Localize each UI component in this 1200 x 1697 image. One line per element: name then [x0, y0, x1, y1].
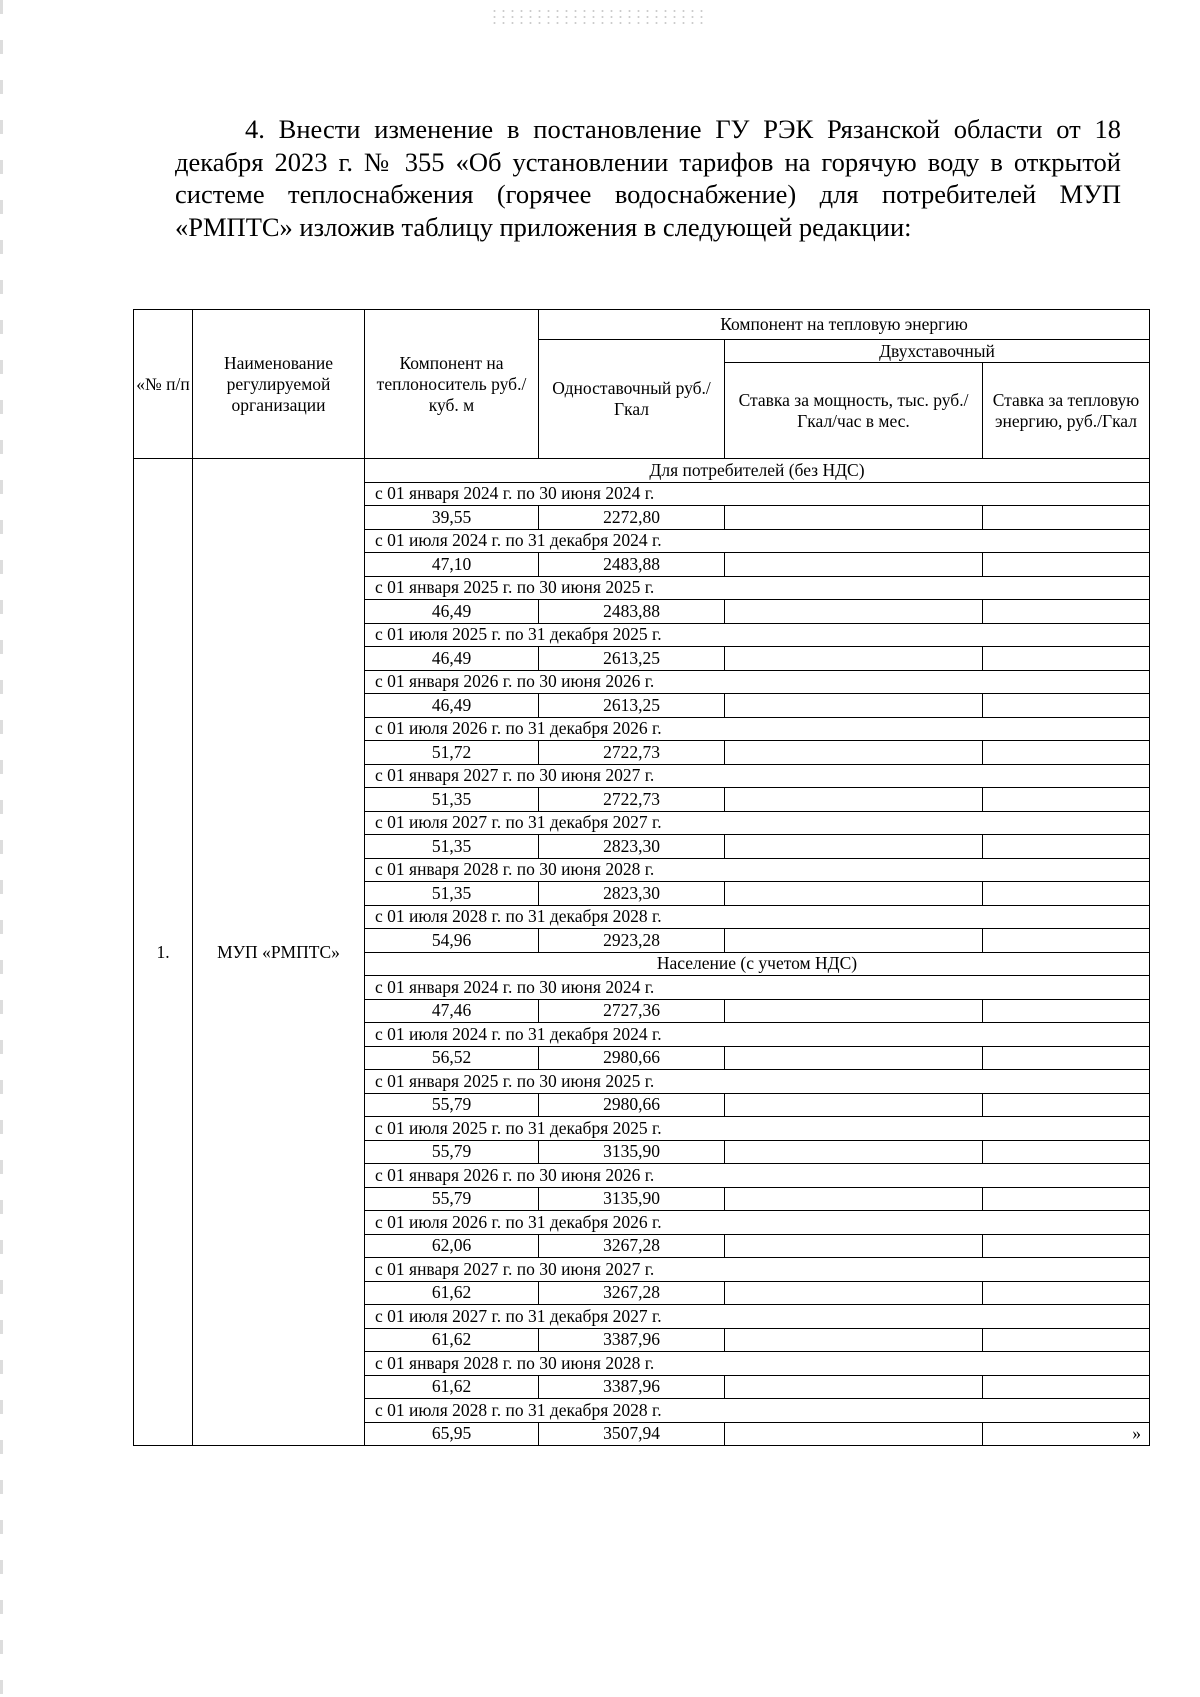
scan-noise [490, 8, 705, 28]
carrier-value: 54,96 [365, 929, 539, 953]
energy-rate-value [983, 694, 1150, 718]
single-rate-value: 3135,90 [539, 1140, 725, 1164]
energy-rate-value [983, 1187, 1150, 1211]
period-label: с 01 июля 2025 г. по 31 декабря 2025 г. [365, 1117, 1150, 1141]
carrier-value: 56,52 [365, 1046, 539, 1070]
tariff-table-body [134, 459, 1150, 1446]
energy-rate-value [983, 835, 1150, 859]
period-label: с 01 января 2024 г. по 30 июня 2024 г. [365, 976, 1150, 1000]
single-rate-value: 3387,96 [539, 1375, 725, 1399]
single-rate-value: 2980,66 [539, 1093, 725, 1117]
energy-rate-value [983, 882, 1150, 906]
single-rate-value: 3267,28 [539, 1281, 725, 1305]
period-label: с 01 января 2028 г. по 30 июня 2028 г. [365, 1352, 1150, 1376]
energy-rate-value [983, 741, 1150, 765]
energy-rate-value [983, 1234, 1150, 1258]
carrier-value: 46,49 [365, 694, 539, 718]
capacity-rate-value [725, 1140, 983, 1164]
period-label: с 01 января 2027 г. по 30 июня 2027 г. [365, 764, 1150, 788]
period-label: с 01 января 2026 г. по 30 июня 2026 г. [365, 1164, 1150, 1188]
energy-rate-value [983, 1093, 1150, 1117]
capacity-rate-value [725, 929, 983, 953]
single-rate-value: 2923,28 [539, 929, 725, 953]
capacity-rate-value [725, 600, 983, 624]
header-energy-rate: Ставка за тепловую энергию, руб./Гкал [983, 363, 1150, 459]
period-label: с 01 января 2024 г. по 30 июня 2024 г. [365, 482, 1150, 506]
header-organization: Наименование регулируемой организации [193, 310, 365, 459]
row-number: 1. [134, 459, 193, 1446]
carrier-value: 65,95 [365, 1422, 539, 1446]
energy-rate-value [983, 788, 1150, 812]
capacity-rate-value [725, 882, 983, 906]
single-rate-value: 2483,88 [539, 553, 725, 577]
period-label: с 01 июля 2027 г. по 31 декабря 2027 г. [365, 1305, 1150, 1329]
carrier-value: 51,35 [365, 882, 539, 906]
tariff-table [133, 309, 1150, 1446]
period-label: с 01 июля 2024 г. по 31 декабря 2024 г. [365, 529, 1150, 553]
single-rate-value: 3267,28 [539, 1234, 725, 1258]
single-rate-value: 3387,96 [539, 1328, 725, 1352]
carrier-value: 46,49 [365, 647, 539, 671]
period-label: с 01 января 2026 г. по 30 июня 2026 г. [365, 670, 1150, 694]
carrier-value: 62,06 [365, 1234, 539, 1258]
energy-rate-value [983, 1281, 1150, 1305]
single-rate-value: 2980,66 [539, 1046, 725, 1070]
period-label: с 01 июля 2026 г. по 31 декабря 2026 г. [365, 1211, 1150, 1235]
carrier-value: 39,55 [365, 506, 539, 530]
section-title: Для потребителей (без НДС) [365, 459, 1150, 483]
single-rate-value: 3135,90 [539, 1187, 725, 1211]
carrier-value: 46,49 [365, 600, 539, 624]
energy-rate-value [983, 929, 1150, 953]
single-rate-value: 2823,30 [539, 882, 725, 906]
capacity-rate-value [725, 1046, 983, 1070]
single-rate-value: 2272,80 [539, 506, 725, 530]
period-label: с 01 июля 2027 г. по 31 декабря 2027 г. [365, 811, 1150, 835]
carrier-value: 55,79 [365, 1140, 539, 1164]
period-label: с 01 июля 2025 г. по 31 декабря 2025 г. [365, 623, 1150, 647]
capacity-rate-value [725, 1281, 983, 1305]
capacity-rate-value [725, 506, 983, 530]
capacity-rate-value [725, 647, 983, 671]
single-rate-value: 2483,88 [539, 600, 725, 624]
energy-rate-value [983, 1328, 1150, 1352]
closing-quote: » [983, 1422, 1150, 1446]
carrier-value: 55,79 [365, 1093, 539, 1117]
single-rate-value: 2722,73 [539, 788, 725, 812]
header-single-rate: Одноставочный руб./Гкал [539, 340, 725, 459]
energy-rate-value [983, 1375, 1150, 1399]
period-label: с 01 января 2027 г. по 30 июня 2027 г. [365, 1258, 1150, 1282]
header-carrier-component: Компонент на теплоноситель руб./куб. м [365, 310, 539, 459]
single-rate-value: 2613,25 [539, 647, 725, 671]
header-capacity-rate: Ставка за мощность, тыс. руб./Гкал/час в мес. [725, 363, 983, 459]
energy-rate-value [983, 1046, 1150, 1070]
header-number: «№ п/п [134, 310, 193, 459]
capacity-rate-value [725, 1093, 983, 1117]
energy-rate-value [983, 1140, 1150, 1164]
carrier-value: 55,79 [365, 1187, 539, 1211]
energy-rate-value [983, 647, 1150, 671]
period-label: с 01 января 2028 г. по 30 июня 2028 г. [365, 858, 1150, 882]
capacity-rate-value [725, 835, 983, 859]
period-label: с 01 января 2025 г. по 30 июня 2025 г. [365, 1070, 1150, 1094]
single-rate-value: 3507,94 [539, 1422, 725, 1446]
scan-edge [0, 0, 3, 1697]
single-rate-value: 2722,73 [539, 741, 725, 765]
carrier-value: 61,62 [365, 1281, 539, 1305]
carrier-value: 61,62 [365, 1328, 539, 1352]
period-label: с 01 июля 2024 г. по 31 декабря 2024 г. [365, 1023, 1150, 1047]
header-heat-component: Компонент на тепловую энергию [539, 310, 1150, 340]
single-rate-value: 2613,25 [539, 694, 725, 718]
energy-rate-value [983, 600, 1150, 624]
capacity-rate-value [725, 1234, 983, 1258]
capacity-rate-value [725, 1422, 983, 1446]
header-two-rate: Двухставочный [725, 340, 1150, 363]
carrier-value: 47,10 [365, 553, 539, 577]
energy-rate-value [983, 999, 1150, 1023]
carrier-value: 51,35 [365, 788, 539, 812]
carrier-value: 47,46 [365, 999, 539, 1023]
capacity-rate-value [725, 694, 983, 718]
energy-rate-value [983, 506, 1150, 530]
capacity-rate-value [725, 553, 983, 577]
period-label: с 01 июля 2026 г. по 31 декабря 2026 г. [365, 717, 1150, 741]
period-label: с 01 января 2025 г. по 30 июня 2025 г. [365, 576, 1150, 600]
capacity-rate-value [725, 788, 983, 812]
single-rate-value: 2727,36 [539, 999, 725, 1023]
capacity-rate-value [725, 741, 983, 765]
organization-name: МУП «РМПТС» [193, 459, 365, 1446]
carrier-value: 61,62 [365, 1375, 539, 1399]
period-label: с 01 июля 2028 г. по 31 декабря 2028 г. [365, 905, 1150, 929]
carrier-value: 51,72 [365, 741, 539, 765]
capacity-rate-value [725, 1187, 983, 1211]
intro-paragraph: 4. Внести изменение в постановление ГУ РЭК Рязанской области от 18 декабря 2023 г. № 355 «Об установлении тарифов на горячую воду в открытой системе теплоснабжения (горячее водоснабжение) для потребителей МУП «РМПТС» изложив таблицу приложения в следующей редакции: [175, 114, 1121, 242]
energy-rate-value [983, 553, 1150, 577]
capacity-rate-value [725, 1328, 983, 1352]
period-label: с 01 июля 2028 г. по 31 декабря 2028 г. [365, 1399, 1150, 1423]
capacity-rate-value [725, 999, 983, 1023]
single-rate-value: 2823,30 [539, 835, 725, 859]
carrier-value: 51,35 [365, 835, 539, 859]
section-title: Население (с учетом НДС) [365, 952, 1150, 976]
capacity-rate-value [725, 1375, 983, 1399]
